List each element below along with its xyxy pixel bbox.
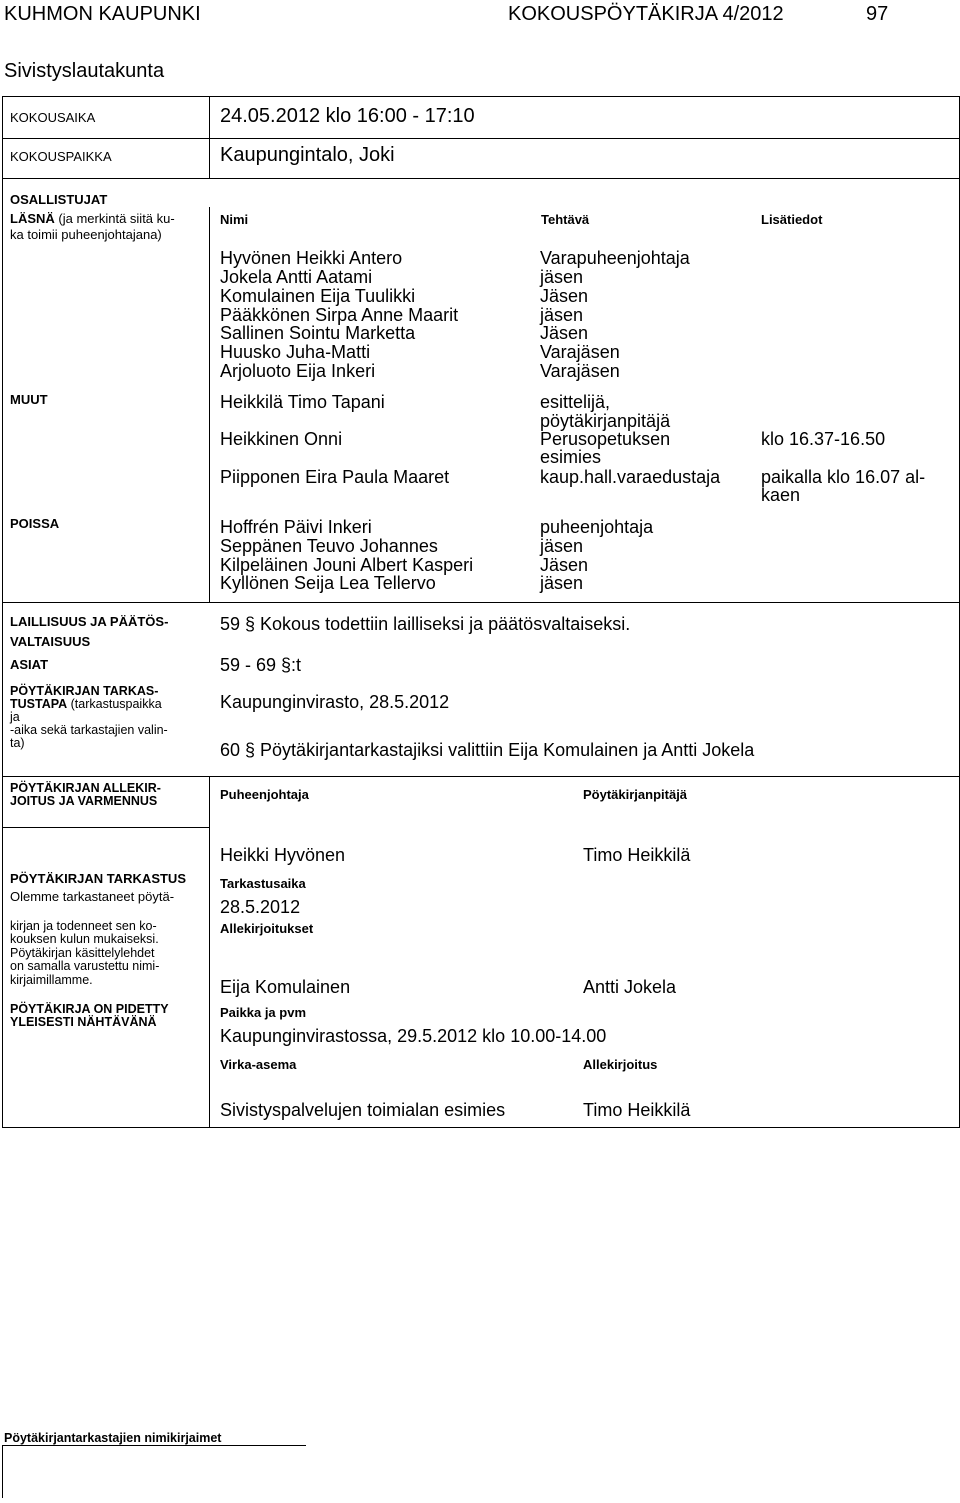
footer-initials-label: Pöytäkirjantarkastajien nimikirjaimet xyxy=(4,1431,222,1445)
inspection-place: Kaupunginvirasto, 28.5.2012 xyxy=(220,692,450,712)
present-label: LÄSNÄ (ja merkintä siitä ku- ka toimii puheenjohtajana) xyxy=(10,211,175,242)
absent-role: Jäsen xyxy=(540,555,589,575)
items-label: ASIAT xyxy=(10,657,49,672)
other-role: esittelijä, xyxy=(540,392,611,412)
page-number: 97 xyxy=(866,3,889,25)
present-name: Huusko Juha-Matti xyxy=(220,342,371,362)
column-name-header: Nimi xyxy=(220,212,249,227)
present-role: Jäsen xyxy=(540,323,589,343)
present-role: Varajäsen xyxy=(540,342,620,362)
checker-1: Eija Komulainen xyxy=(220,977,351,997)
meeting-time-value: 24.05.2012 klo 16:00 - 17:10 xyxy=(220,105,475,127)
place-date-label: Paikka ja pvm xyxy=(220,1005,306,1020)
footer-box-edge xyxy=(2,1445,3,1498)
other-info: paikalla klo 16.07 al- xyxy=(761,467,926,487)
legality-label: LAILLISUUS JA PÄÄTÖS- VALTAISUUS xyxy=(10,614,169,649)
secretary-label: Pöytäkirjanpitäjä xyxy=(583,787,688,802)
other-name: Heikkilä Timo Tapani xyxy=(220,392,385,412)
absent-name: Kyllönen Seija Lea Tellervo xyxy=(220,573,436,593)
other-label: MUUT xyxy=(10,392,48,407)
public-notice-label: PÖYTÄKIRJA ON PIDETTY YLEISESTI NÄHTÄVÄNÄ xyxy=(10,1002,169,1029)
chair-name: Heikki Hyvönen xyxy=(220,845,346,865)
meeting-time-label: KOKOUSAIKA xyxy=(10,110,96,125)
absent-role: puheenjohtaja xyxy=(540,517,654,537)
signer-name: Timo Heikkilä xyxy=(583,1100,691,1120)
chair-label: Puheenjohtaja xyxy=(220,787,309,802)
signatures-label: Allekirjoitukset xyxy=(220,921,314,936)
inspection-method-label: PÖYTÄKIRJAN TARKAS- TUSTAPA (tarkastuspaikka ja -aika sekä tarkastajien valin- ta) xyxy=(10,684,168,750)
position-label: Virka-asema xyxy=(220,1057,297,1072)
inspection-heading: PÖYTÄKIRJAN TARKASTUS xyxy=(10,871,186,886)
present-name: Jokela Antti Aatami xyxy=(220,267,373,287)
place-date: Kaupunginvirastossa, 29.5.2012 klo 10.00-14.00 xyxy=(220,1026,607,1046)
present-role: Varapuheenjohtaja xyxy=(540,248,690,268)
absent-name: Hoffrén Päivi Inkeri xyxy=(220,517,372,537)
present-role: Jäsen xyxy=(540,286,589,306)
check-time-label: Tarkastusaika xyxy=(220,876,306,891)
other-role-cont: pöytäkirjanpitäjä xyxy=(540,411,671,431)
present-name: Sallinen Sointu Marketta xyxy=(220,323,416,343)
present-name: Arjoluoto Eija Inkeri xyxy=(220,361,376,381)
checker-2: Antti Jokela xyxy=(583,977,677,997)
check-time: 28.5.2012 xyxy=(220,897,301,917)
signer-position: Sivistyspalvelujen toimialan esimies xyxy=(220,1100,506,1120)
present-name: Hyvönen Heikki Antero xyxy=(220,248,403,268)
absent-role: jäsen xyxy=(540,573,584,593)
inspection-text: kirjan ja todenneet sen ko- kouksen kulun mukaiseksi. Pöytäkirjan käsittelylehdet on samalla varustettu nimi- kirjaimillamme. xyxy=(10,919,160,987)
participants-heading: OSALLISTUJAT xyxy=(10,192,108,207)
column-info-header: Lisätiedot xyxy=(761,212,823,227)
meeting-place-label: KOKOUSPAIKKA xyxy=(10,149,112,164)
present-role: jäsen xyxy=(540,267,584,287)
inspection-decision: 60 § Pöytäkirjantarkastajiksi valittiin Eija Komulainen ja Antti Jokela xyxy=(220,740,755,760)
present-name: Komulainen Eija Tuulikki xyxy=(220,286,416,306)
org-name: KUHMON KAUPUNKI xyxy=(4,3,201,25)
present-role: jäsen xyxy=(540,305,584,325)
other-info: klo 16.37-16.50 xyxy=(761,429,886,449)
absent-role: jäsen xyxy=(540,536,584,556)
other-name: Piipponen Eira Paula Maaret xyxy=(220,467,450,487)
other-role: Perusopetuksen xyxy=(540,429,671,449)
footer-underline xyxy=(2,1445,306,1446)
other-role-cont: esimies xyxy=(540,447,602,467)
absent-name: Kilpeläinen Jouni Albert Kasperi xyxy=(220,555,474,575)
signing-label: PÖYTÄKIRJAN ALLEKIR- JOITUS JA VARMENNUS xyxy=(10,781,161,808)
present-role: Varajäsen xyxy=(540,361,620,381)
other-name: Heikkinen Onni xyxy=(220,429,343,449)
signature-label: Allekirjoitus xyxy=(583,1057,658,1072)
secretary-name: Timo Heikkilä xyxy=(583,845,691,865)
column-role-header: Tehtävä xyxy=(541,212,590,227)
absent-label: POISSA xyxy=(10,516,60,531)
inspection-line: Olemme tarkastaneet pöytä- xyxy=(10,889,175,904)
absent-name: Seppänen Teuvo Johannes xyxy=(220,536,438,556)
other-info-cont: kaen xyxy=(761,485,801,505)
legality-text: 59 § Kokous todettiin lailliseksi ja päätösvaltaiseksi. xyxy=(220,614,631,634)
items-text: 59 - 69 §:t xyxy=(220,655,302,675)
board-name: Sivistyslautakunta xyxy=(4,60,165,82)
other-role: kaup.hall.varaedustaja xyxy=(540,467,721,487)
document-title: KOKOUSPÖYTÄKIRJA 4/2012 xyxy=(508,3,784,25)
meeting-place-value: Kaupungintalo, Joki xyxy=(220,144,395,166)
present-name: Pääkkönen Sirpa Anne Maarit xyxy=(220,305,459,325)
